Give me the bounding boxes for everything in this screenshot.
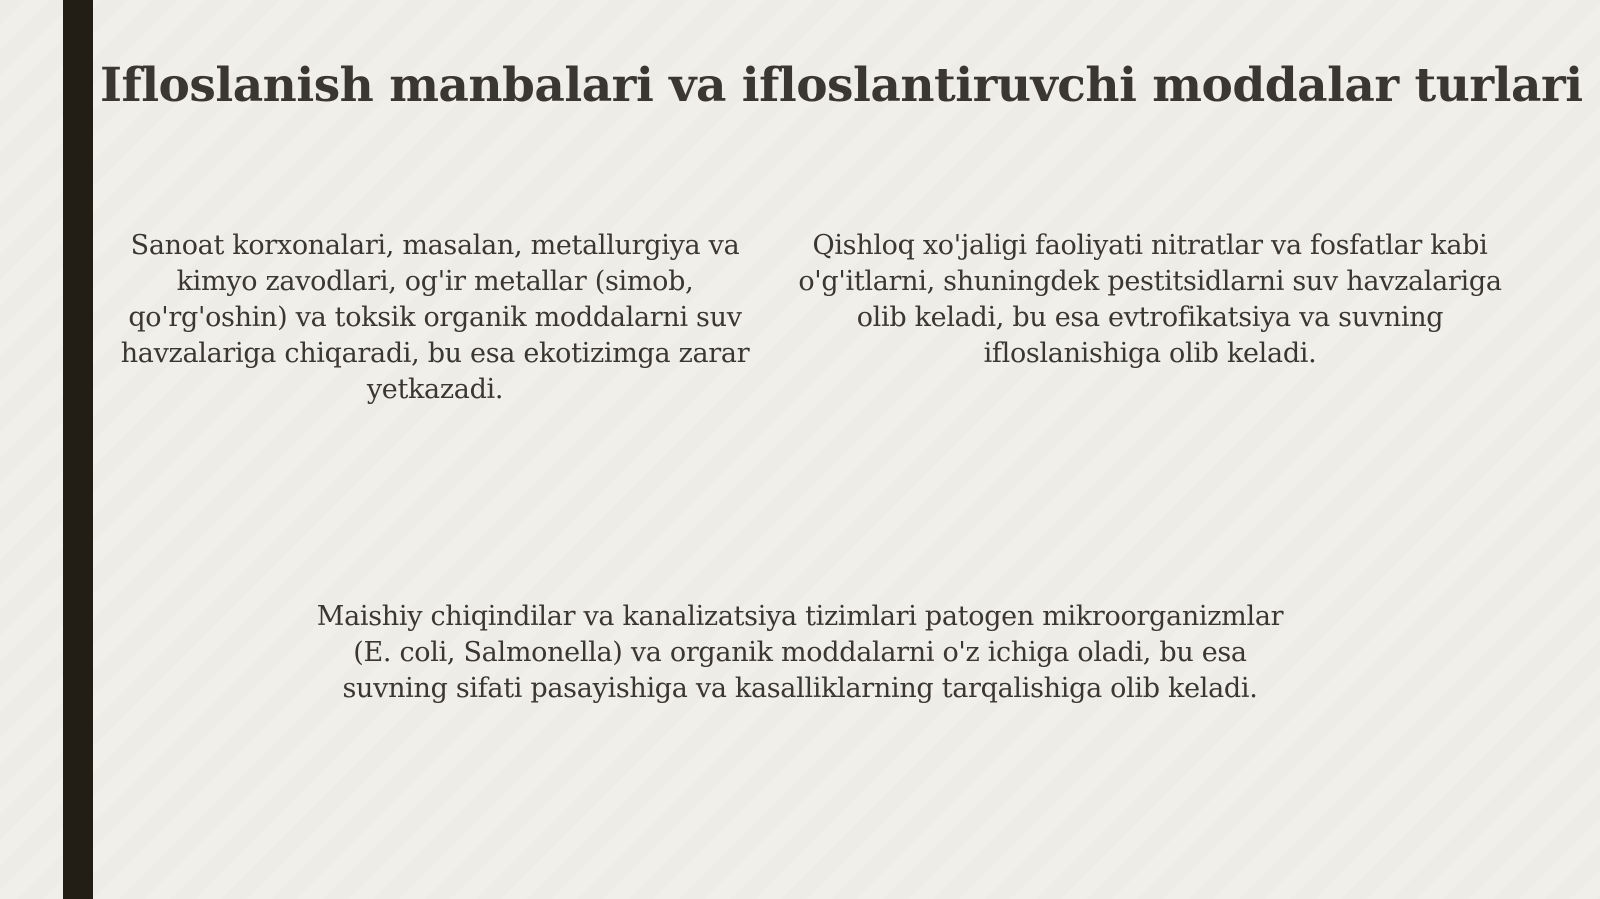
agricultural-sources-text: Qishloq xo'jaligi faoliyati nitratlar va fosfatlar kabi o'g'itlarni, shuningdek pestitsidlarni suv havzalariga olib keladi, bu esa evtrofikatsiya va suvning ifloslanishiga olib keladi. xyxy=(798,230,1502,369)
accent-bar xyxy=(63,0,93,899)
domestic-sources-text: Maishiy chiqindilar va kanalizatsiya tizimlari patogen mikroorganizmlar (E. coli, Salmonella) va organik moddalarni o'z ichiga oladi, bu esa suvning sifati pasayishiga va kasalliklarning tarqalishiga olib keladi. xyxy=(316,601,1284,704)
slide-title: Ifloslanish manbalari va ifloslantiruvchi moddalar turlari xyxy=(100,58,1583,113)
industrial-sources-text: Sanoat korxonalari, masalan, metallurgiya va kimyo zavodlari, og'ir metallar (simob, qo'rg'oshin) va toksik organik moddalarni suv havzalariga chiqaradi, bu esa ekotizimga zarar yetkazadi. xyxy=(120,230,750,405)
